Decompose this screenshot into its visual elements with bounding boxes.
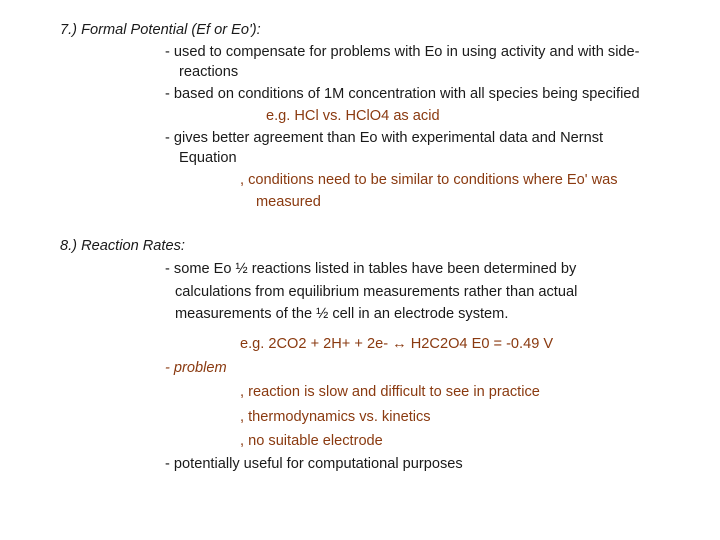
section8-line3: measurements of the ½ cell in an electrode system. bbox=[175, 306, 509, 322]
section7-line3: - based on conditions of 1M concentration with all species being specified bbox=[165, 86, 640, 102]
section7-line2: reactions bbox=[179, 64, 239, 80]
section8-line8: , no suitable electrode bbox=[240, 433, 383, 449]
section7-line6: Equation bbox=[179, 150, 237, 166]
section8-heading: 8.) Reaction Rates: bbox=[60, 238, 185, 254]
section7-line4: e.g. HCl vs. HClO4 as acid bbox=[266, 108, 440, 124]
section8-line2: calculations from equilibrium measurements rather than actual bbox=[175, 284, 578, 300]
section7-line5: - gives better agreement than Eo with experimental data and Nernst bbox=[165, 130, 604, 146]
section8-line4-equation: e.g. 2CO2 + 2H+ + 2e- ↔ H2C2O4 E0 = -0.49 V bbox=[240, 336, 554, 352]
section8-line6: , reaction is slow and difficult to see in practice bbox=[240, 384, 540, 400]
section8-line5: - problem bbox=[165, 360, 227, 376]
section8-line1: - some Eo ½ reactions listed in tables have been determined by bbox=[165, 261, 577, 277]
section7-line7: , conditions need to be similar to conditions where Eo' was bbox=[240, 172, 618, 188]
section7-line8: measured bbox=[256, 194, 321, 210]
section7-heading: 7.) Formal Potential (Ef or Eo'): bbox=[60, 22, 261, 38]
section8-line7: , thermodynamics vs. kinetics bbox=[240, 409, 431, 425]
section8-line9: - potentially useful for computational purposes bbox=[165, 456, 463, 472]
section7-line1: - used to compensate for problems with Eo in using activity and with side- bbox=[165, 44, 640, 60]
